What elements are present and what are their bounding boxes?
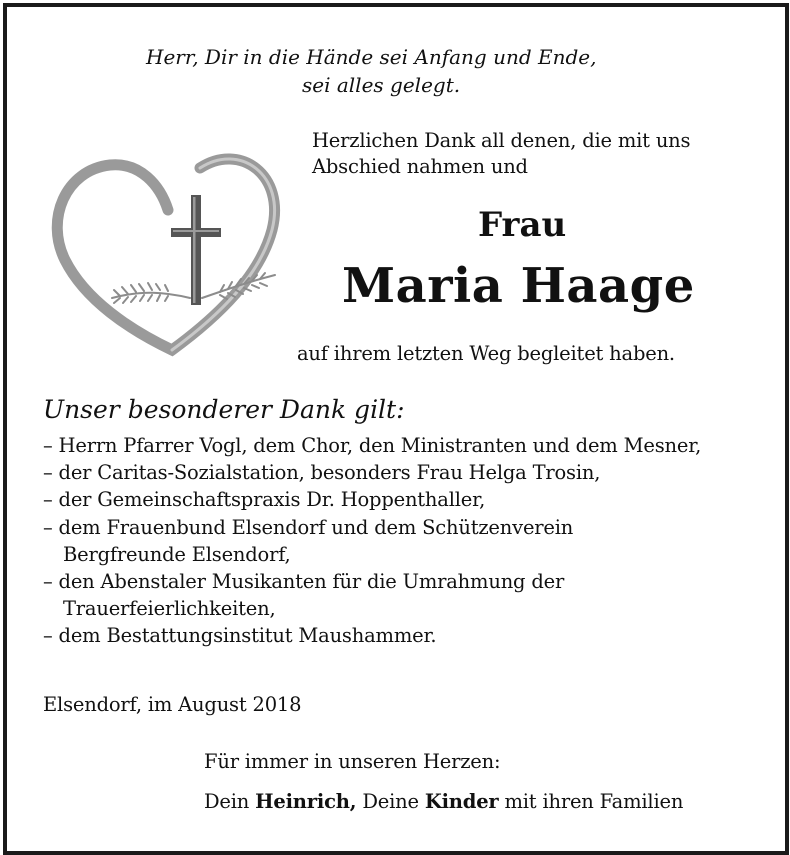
thanks-heading: Unser besonderer Dank gilt: xyxy=(43,395,405,424)
list-item: – der Caritas-Sozialstation, besonders Frau Helga Trosin, xyxy=(43,461,601,485)
signature-part-3: mit ihren Familien xyxy=(504,790,684,813)
deceased-salutation: Frau xyxy=(478,205,567,245)
place-date: Elsendorf, im August 2018 xyxy=(43,693,302,716)
signature-line xyxy=(204,790,683,813)
signature-part-1: Dein xyxy=(204,790,250,813)
signature-name-kinder: Kinder xyxy=(424,790,499,813)
list-item: – den Abenstaler Musikanten für die Umrahmung der xyxy=(43,570,565,594)
list-item: – dem Frauenbund Elsendorf und dem Schützenverein xyxy=(43,515,574,539)
signature-name-heinrich: Heinrich, xyxy=(255,790,357,813)
after-name-line: auf ihrem letzten Weg begleitet haben. xyxy=(297,342,675,365)
heart-cross-wheat-icon xyxy=(50,150,290,365)
signature-part-2: Deine xyxy=(362,790,419,813)
thanks-list xyxy=(43,432,701,650)
list-item-continuation: Bergfreunde Elsendorf, xyxy=(63,542,291,566)
verse-line-2: sei alles gelegt. xyxy=(302,73,461,97)
list-item-continuation: Trauerfeierlichkeiten, xyxy=(63,597,276,621)
list-item: – dem Bestattungsinstitut Maushammer. xyxy=(43,624,437,648)
verse-line-1: Herr, Dir in die Hände sei Anfang und Ende, xyxy=(146,45,597,69)
intro-line-1: Herzlichen Dank all denen, die mit uns xyxy=(312,129,691,152)
closing-line: Für immer in unseren Herzen: xyxy=(204,750,501,773)
list-item: – der Gemeinschaftspraxis Dr. Hoppenthaller, xyxy=(43,488,486,512)
deceased-name: Maria Haage xyxy=(342,258,695,314)
list-item: – Herrn Pfarrer Vogl, dem Chor, den Ministranten und dem Mesner, xyxy=(43,434,702,457)
intro-line-2: Abschied nahmen und xyxy=(312,155,528,178)
